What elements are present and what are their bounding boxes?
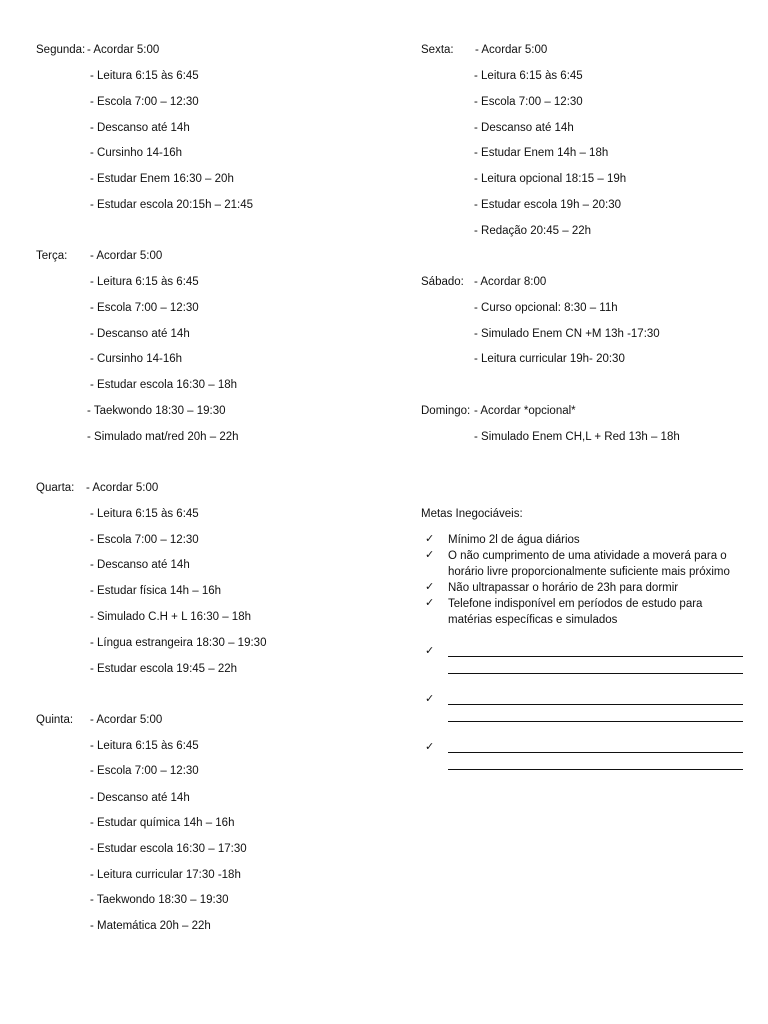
- schedule-item: - Leitura 6:15 às 6:45: [90, 70, 199, 82]
- checkmark-icon: ✓: [425, 692, 435, 705]
- schedule-item: - Escola 7:00 – 12:30: [90, 534, 199, 546]
- schedule-item: - Acordar 8:00: [474, 276, 547, 288]
- day-label: Terça:: [36, 250, 68, 262]
- schedule-item: - Estudar escola 16:30 – 18h: [90, 379, 238, 391]
- meta-item: Telefone indisponível em períodos de estudo para matérias específicas e simulados: [448, 598, 703, 626]
- schedule-item: - Estudar escola 19h – 20:30: [474, 199, 622, 211]
- schedule-item: - Descanso até 14h: [474, 122, 574, 134]
- schedule-item: - Leitura 6:15 às 6:45: [90, 740, 199, 752]
- meta-item: Mínimo 2l de água diários: [448, 534, 580, 546]
- schedule-item: - Descanso até 14h: [90, 328, 190, 340]
- schedule-item: - Estudar escola 19:45 – 22h: [90, 663, 238, 675]
- blank-line: [448, 673, 743, 674]
- schedule-item: - Simulado Enem CN +M 13h -17:30: [474, 328, 660, 340]
- schedule-item: - Leitura curricular 17:30 -18h: [90, 869, 241, 881]
- day-label: Segunda:: [36, 44, 86, 56]
- schedule-item: - Acordar 5:00: [86, 482, 159, 494]
- schedule-item: - Redação 20:45 – 22h: [474, 225, 592, 237]
- checkmark-icon: ✓: [425, 596, 435, 609]
- schedule-item: - Leitura 6:15 às 6:45: [90, 508, 199, 520]
- schedule-item: - Descanso até 14h: [90, 559, 190, 571]
- day-label: Domingo:: [421, 405, 471, 417]
- day-label: Sábado:: [421, 276, 464, 288]
- checkmark-icon: ✓: [425, 532, 435, 545]
- schedule-item: - Estudar química 14h – 16h: [90, 817, 235, 829]
- schedule-item: - Leitura curricular 19h- 20:30: [474, 353, 625, 365]
- schedule-item: - Escola 7:00 – 12:30: [90, 302, 199, 314]
- schedule-item: - Simulado C.H + L 16:30 – 18h: [90, 611, 251, 623]
- schedule-item: - Leitura 6:15 às 6:45: [474, 70, 583, 82]
- blank-line: [448, 704, 743, 705]
- schedule-item: - Descanso até 14h: [90, 792, 190, 804]
- day-label: Quarta:: [36, 482, 75, 494]
- schedule-item: - Cursinho 14-16h: [90, 147, 183, 159]
- checkmark-icon: ✓: [425, 644, 435, 657]
- day-label: Sexta:: [421, 44, 454, 56]
- schedule-item: - Curso opcional: 8:30 – 11h: [474, 302, 618, 314]
- schedule-item: - Estudar Enem 16:30 – 20h: [90, 173, 234, 185]
- schedule-item: - Acordar 5:00: [90, 250, 163, 262]
- schedule-item: - Simulado Enem CH,L + Red 13h – 18h: [474, 431, 680, 443]
- schedule-item: - Acordar 5:00: [87, 44, 160, 56]
- blank-line: [448, 656, 743, 657]
- metas-title: Metas Inegociáveis:: [421, 508, 523, 520]
- schedule-item: - Simulado mat/red 20h – 22h: [87, 431, 239, 443]
- schedule-item: - Escola 7:00 – 12:30: [90, 96, 199, 108]
- schedule-item: - Estudar Enem 14h – 18h: [474, 147, 609, 159]
- blank-line: [448, 769, 743, 770]
- schedule-item: - Taekwondo 18:30 – 19:30: [87, 405, 226, 417]
- checkmark-icon: ✓: [425, 740, 435, 753]
- schedule-item: - Leitura 6:15 às 6:45: [90, 276, 199, 288]
- schedule-item: - Acordar 5:00: [475, 44, 548, 56]
- blank-line: [448, 752, 743, 753]
- schedule-item: - Escola 7:00 – 12:30: [474, 96, 583, 108]
- schedule-item: - Estudar física 14h – 16h: [90, 585, 222, 597]
- meta-item: Não ultrapassar o horário de 23h para dormir: [448, 582, 679, 594]
- schedule-item: - Acordar 5:00: [90, 714, 163, 726]
- schedule-item: - Língua estrangeira 18:30 – 19:30: [90, 637, 267, 649]
- blank-line: [448, 721, 743, 722]
- schedule-item: - Estudar escola 20:15h – 21:45: [90, 199, 254, 211]
- schedule-item: - Acordar *opcional*: [474, 405, 576, 417]
- schedule-item: - Taekwondo 18:30 – 19:30: [90, 894, 229, 906]
- meta-item: O não cumprimento de uma atividade a moverá para o horário livre proporcionalmente suficiente mais próximo: [448, 550, 730, 578]
- day-label: Quinta:: [36, 714, 74, 726]
- schedule-item: - Estudar escola 16:30 – 17:30: [90, 843, 247, 855]
- checkmark-icon: ✓: [425, 580, 435, 593]
- schedule-item: - Descanso até 14h: [90, 122, 190, 134]
- schedule-item: - Escola 7:00 – 12:30: [90, 765, 199, 777]
- schedule-item: - Matemática 20h – 22h: [90, 920, 211, 932]
- schedule-item: - Cursinho 14-16h: [90, 353, 183, 365]
- checkmark-icon: ✓: [425, 548, 435, 561]
- schedule-item: - Leitura opcional 18:15 – 19h: [474, 173, 627, 185]
